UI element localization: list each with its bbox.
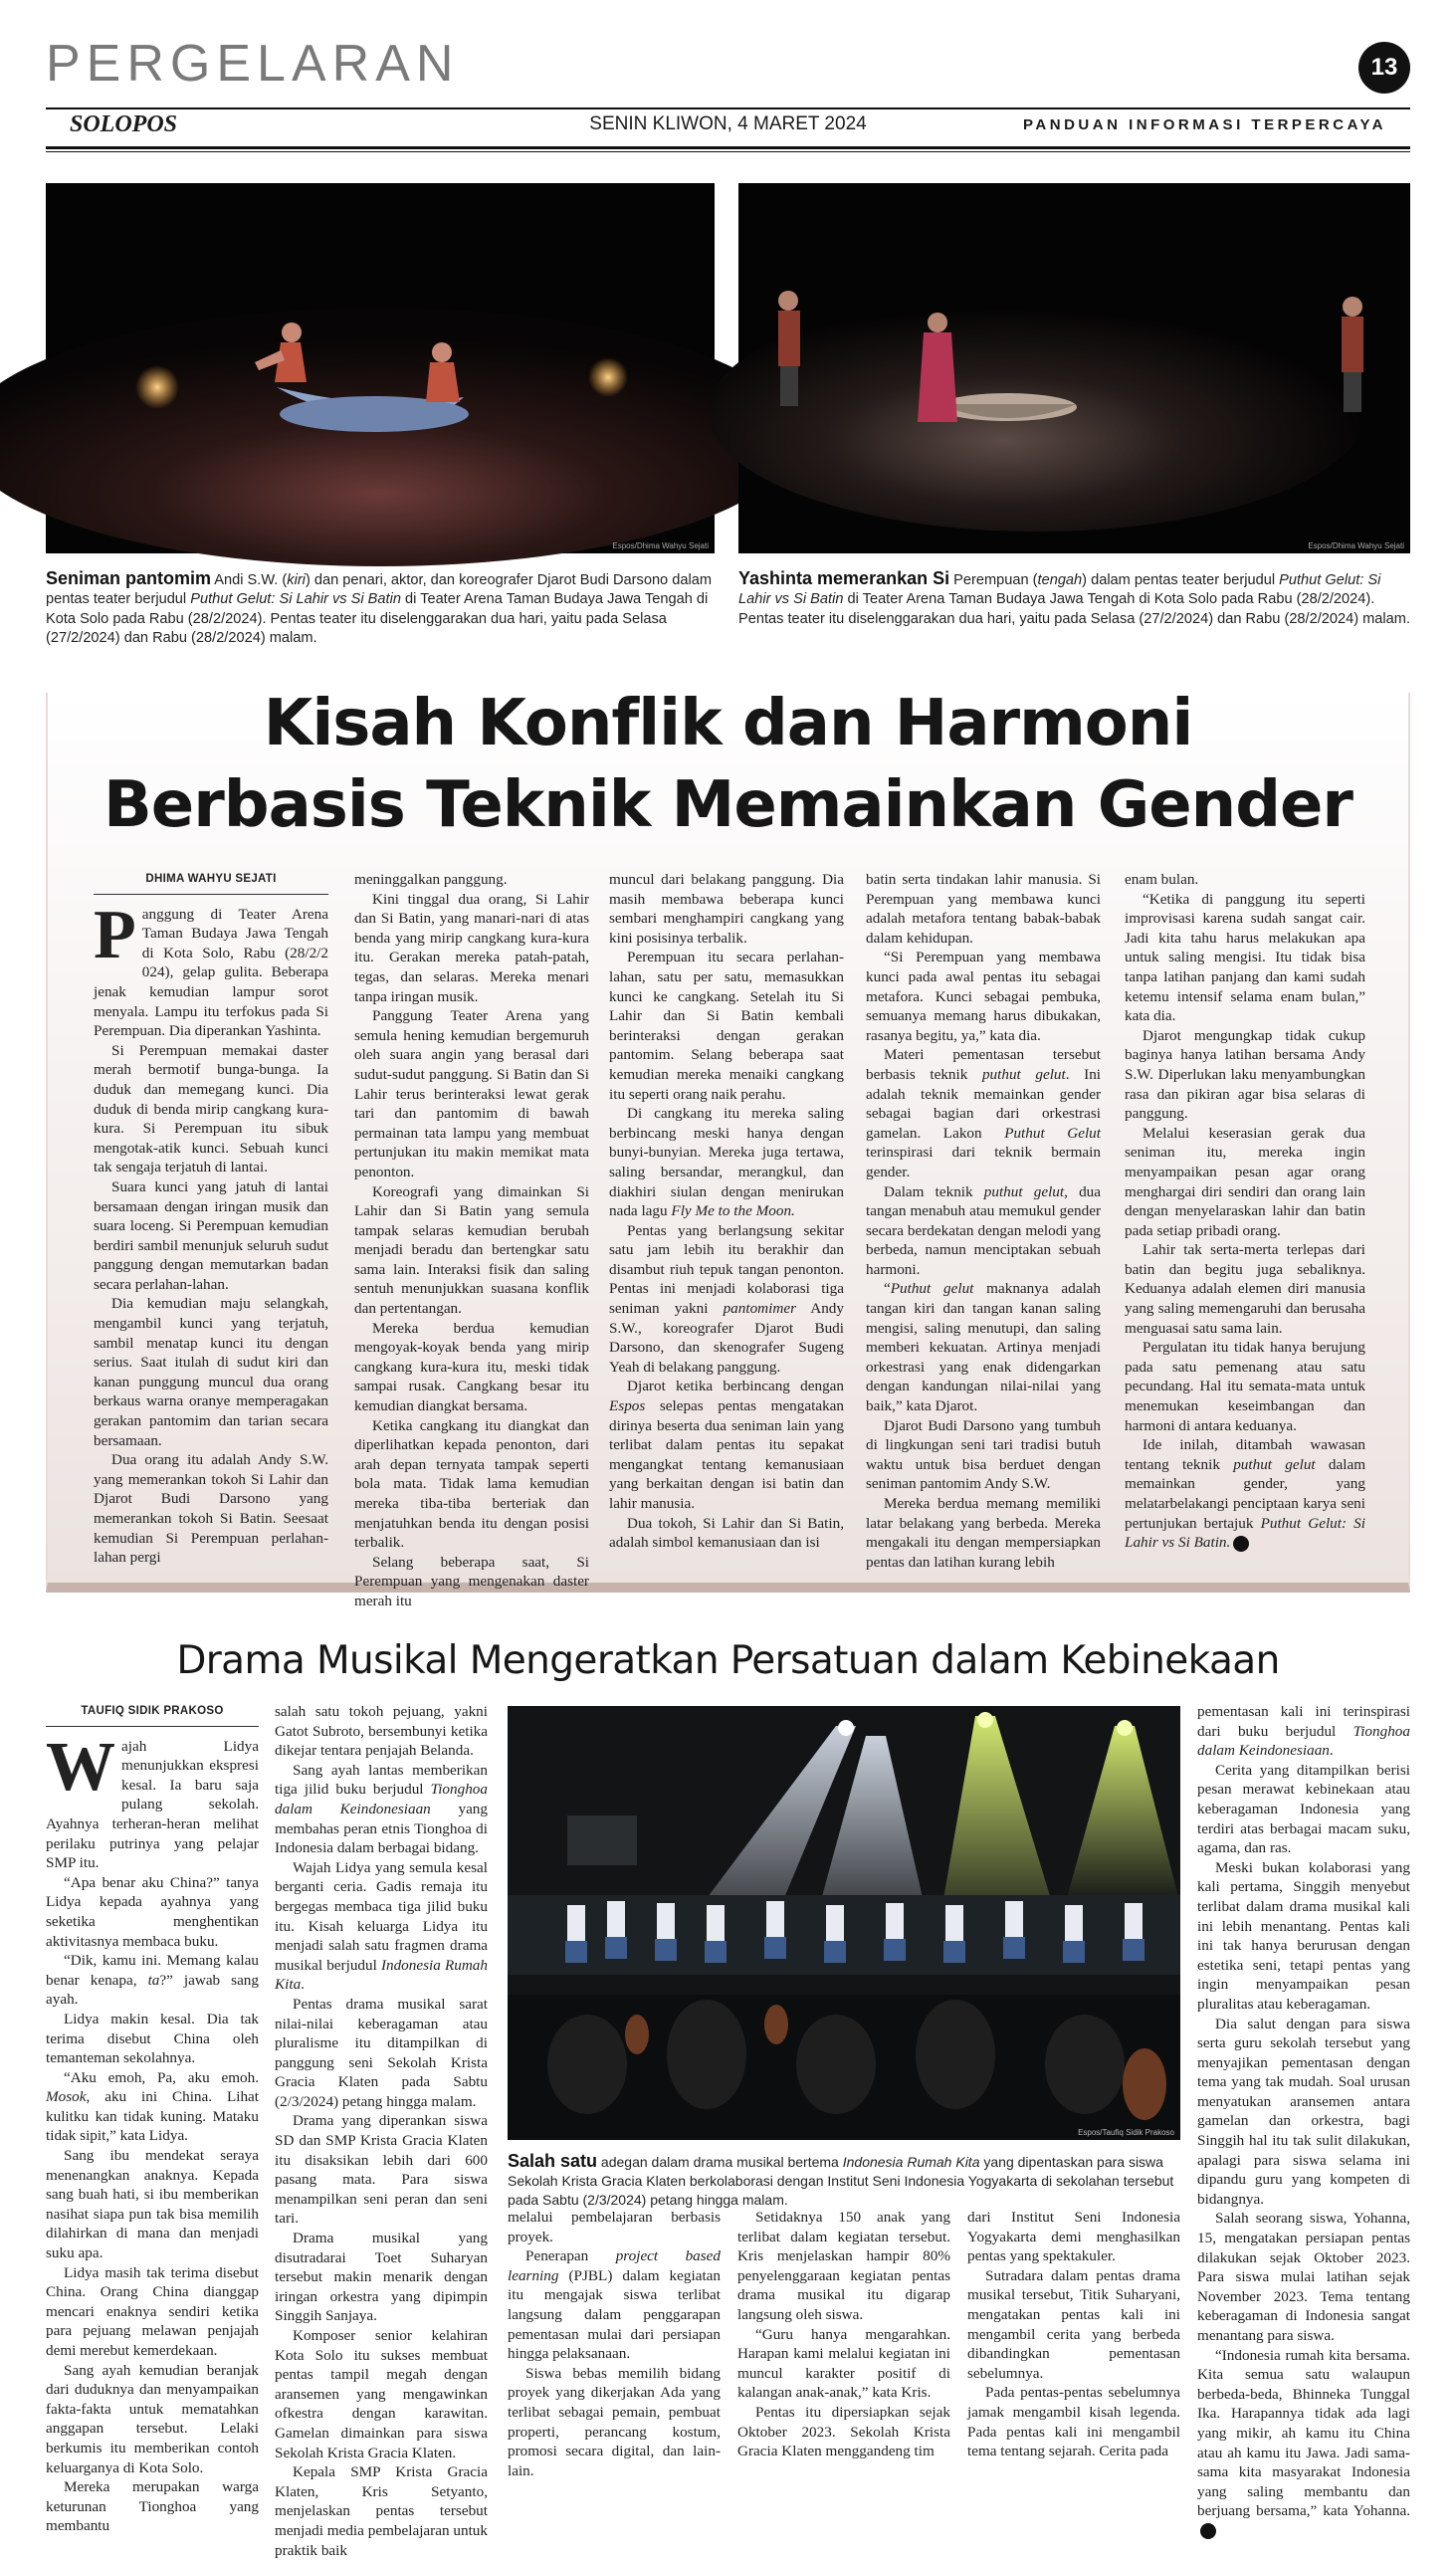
caption-text: kiri: [287, 572, 306, 588]
paragraph-text: puthut gelut: [983, 1182, 1065, 1200]
paragraph: Dua orang itu adalah Andy S.W. yang memerankan tokoh Si Lahir dan Djarot Budi Darsono yang memerankan tokoh Si Batin. Seesaat kemudian Si Perempuan perlahan-lahan pergi: [94, 1451, 328, 1567]
paragraph: Sutradara dalam pentas drama musikal tersebut, Titik Suharyani, mengatakan pentas kali ini mengambil cerita yang berbeda dibandingkan pementasan sebelumnya.: [967, 2266, 1180, 2382]
paragraph: Salah seorang siswa, Yohanna, 15, mengatakan persiapan pentas dilakukan sejak Oktober 2023. Para siswa mulai latihan sejak November 2023. Tema tentang keberagaman di Indonesia sangat menantang para siswa.: [1197, 2210, 1410, 2344]
end-of-story-icon: [1200, 2523, 1216, 2539]
story2-column-2: [275, 1702, 488, 2560]
end-of-story-icon: [1233, 1536, 1249, 1552]
story1-column-1: [94, 870, 328, 1568]
paragraph-text: .: [1329, 1742, 1334, 1760]
paragraph: Dua tokoh, Si Lahir dan Si Batin, adalah simbol kemanusiaan dan isi: [609, 1514, 844, 1552]
paragraph-text: Fly Me to the Moon.: [671, 1202, 795, 1220]
caption-text: ) dalam pentas teater berjudul: [1082, 572, 1280, 588]
story2-column-4: [737, 2208, 950, 2461]
paragraph-text: ta: [147, 1971, 160, 1989]
paragraph: batin serta tindakan lahir manusia. Si Perempuan yang membawa kunci adalah metafora tentang babak-babak dalam kehidupan.: [866, 871, 1101, 947]
paragraph: Sang ayah kemudian beranjak dari duduknya dan menyampaikan fakta-fakta untuk mematahkan anggapan tersebut. Lelaki berkumis itu memberikan contoh keluarganya di Kota Solo.: [46, 2361, 259, 2476]
paragraph-text: Puthut gelut: [890, 1280, 974, 1298]
photo-yashinta-stage: [738, 183, 1410, 553]
caption-text: Indonesia Rumah Kita: [842, 2154, 980, 2170]
paragraph: “Apa benar aku China?” tanya Lidya kepada ayahnya yang seketika menghentikan aktivitasnya membaca buku.: [46, 1873, 259, 1950]
paragraph: Koreografi yang dimainkan Si Lahir dan Si Batin yang semula tampak selaras kemudian berubah menjadi beradu dan bertengkar satu sama lain. Interaksi fisik dan saling sentuh menunjukkan suasana konflik dan pertentangan.: [354, 1182, 589, 1318]
caption-text: di Teater Arena Taman Budaya Jawa Tengah di Kota Solo pada Rabu (28/2/2024). Pentas teater itu diselenggarakan dua hari, yaitu pada Selasa (27/2/2024) dan Rabu (28/2/2024) malam.: [46, 591, 709, 647]
photo-caption: [738, 569, 1410, 629]
paragraph: Mereka berdua memang memiliki latar belakang yang berbeda. Mereka mengakali itu dengan mempersiapkan pentas dan latihan kurang lebih: [866, 1495, 1101, 1571]
paragraph: Djarot mengungkap tidak cukup baginya hanya latihan bersama Andy S.W. Diperlukan laku menyambungkan rasa dan pikiran agar bisa selaras di panggung.: [1125, 1026, 1365, 1123]
paragraph: ajah Lidya menunjukkan ekspresi kesal. Ia baru saja pulang sekolah. Ayahnya terheran-heran melihat perilaku putrinya yang pelajar SMP itu.: [46, 1737, 259, 1872]
paragraph-text: Espos: [609, 1397, 646, 1415]
caption-text: Perempuan (: [949, 572, 1038, 588]
paragraph-text: puthut gelut: [1233, 1455, 1316, 1473]
paragraph: enam bulan.: [1125, 871, 1199, 888]
dateline: SENIN KLIWON, 4 MARET 2024: [589, 113, 867, 134]
caption-lead: Salah satu: [508, 2151, 598, 2171]
caption-text: adegan dalam drama musikal bertema: [597, 2154, 843, 2170]
paragraph: Pentas drama musikal sarat nilai-nilai keberagaman atau pluralisme itu ditampilkan di panggung seni Sekolah Krista Gracia Klaten pada Sabtu (2/3/2024) petang hingga malam.: [275, 1995, 488, 2110]
paragraph-text: ?” jawab sang ayah.: [46, 1971, 259, 2009]
paragraph: dari Institut Seni Indonesia Yogyakarta demi menghasilkan pentas yang spektakuler.: [967, 2209, 1180, 2265]
paragraph-text: Tionghoa dalam Keindonesiaan: [275, 1781, 488, 1817]
page-number-badge: 13: [1358, 42, 1410, 94]
paragraph-text: Sang ayah lantas memberikan tiga jilid buku berjudul: [275, 1761, 488, 1799]
photo-credit: Espos/Dhima Wahyu Sejati: [1308, 541, 1404, 550]
paragraph: “Si Perempuan yang membawa kunci pada awal pentas itu sebagai metafora. Kunci sebagai pembuka, semuanya memang harus dibukakan, rasanya begitu, ya,” kata dia.: [866, 949, 1101, 1044]
paragraph: Si Perempuan memakai daster merah bermotif bunga-bunga. Ia duduk dan memegang kunci. Dia duduk di benda mirip cangkang kura-kura. Si Perempuan itu sibuk mengotak-atik kunci. Sebuah kunci tak sengaja terjatuh di lantai.: [94, 1041, 328, 1176]
paragraph-text: pementasan kali ini terinspirasi dari buku berjudul: [1197, 1703, 1410, 1740]
paragraph-text: Penerapan: [525, 2247, 616, 2265]
paragraph: Djarot Budi Darsono yang tumbuh di lingkungan seni tari tradisi butuh waktu untuk bisa berduet dengan seniman pantomim Andy S.W.: [866, 1416, 1101, 1493]
headline-line: Berbasis Teknik Memainkan Gender: [104, 768, 1352, 842]
paragraph: Suara kunci yang jatuh di lantai bersamaan dengan iringan musik dan suara loceng. Si Perempuan kemudian berdiri sambil menunjuk seluruh sudut panggung dengan memutarkan badan secara perlahan-lahan.: [94, 1177, 328, 1293]
paragraph: Dia kemudian maju selangkah, mengambil kunci yang terjatuh, sambil menatap kunci itu dengan serius. Saat itulah di sudut kiri dan kanan punggung muncul dua orang berkaus warna oranye memperagakan gerakan pantomim dan tarian secara bersamaan.: [94, 1295, 328, 1449]
paragraph: Sang ibu mendekat seraya menenangkan anaknya. Kepada sang buah hati, si ibu memberikan nasihat siapa pun tak bisa memilih dilahirkan di mana dan menjadi suku apa.: [46, 2147, 259, 2262]
paragraph-text: terinspirasi dari teknik bermain gender.: [866, 1144, 1101, 1180]
paragraph-text: Indonesia Rumah Kita: [275, 1956, 488, 1994]
photo-caption: [46, 569, 718, 649]
story1-column-4: [866, 870, 1101, 1572]
story2-headline: Drama Musikal Mengeratkan Persatuan dalam Kebinekaan: [176, 1638, 1280, 1683]
paragraph-text: maknanya adalah tangan kiri dan tangan kanan saling mengisi, saling menutupi, dan saling memberi kekuatan. Artinya menjadi orkestrasi yang enak didengarkan dengan kandungan nilai-nilai yang baik,” kata Djarot.: [866, 1280, 1101, 1415]
paragraph: Drama musikal yang disutradarai Toet Suharyan tersebut makin menarik dengan iringan orkestra yang dipimpin Singgih Sanjaya.: [275, 2230, 488, 2325]
paragraph-text: Dalam teknik: [884, 1182, 984, 1200]
dropcap: P: [94, 896, 136, 973]
paragraph: Pergulatan itu tidak hanya berujung pada satu pemenang atau satu pecundang. Hal itu semata-mata untuk menemukan keseimbangan dan harmoni di antara keduanya.: [1125, 1339, 1365, 1434]
paragraph: Panggung Teater Arena yang semula hening kemudian bergemuruh oleh suara angin yang berasal dari sudut-sudut panggung. Si Batin dan Si Lahir terus berinteraksi lewat gerak tari dan pantomim di bawah permainan tata lampu yang membuat pertunjukan itu makin memikat mata penonton.: [354, 1007, 589, 1180]
paragraph: Setidaknya 150 anak yang terlibat dalam kegiatan tersebut. Kris menjelaskan hampir 80% penyelenggaraan kegiatan pentas drama musikal itu digarap langsung oleh siswa.: [737, 2209, 950, 2323]
caption-text: Andi S.W. (: [211, 572, 288, 588]
paragraph-text: Djarot ketika berbincang dengan: [627, 1378, 844, 1395]
paragraph-text: (PJBL) dalam kegiatan itu mengajak siswa terlibat langsung dalam penggarapan pementasan mulai dari persiapan hingga pelaksanaan.: [508, 2266, 721, 2363]
headline-line: Kisah Konflik dan Harmoni: [263, 687, 1193, 760]
paragraph: Selang beberapa saat, Si Perempuan yang mengenakan daster merah itu: [354, 1553, 589, 1609]
caption-text: ) dan penari, aktor, dan koreografer Djarot Budi Darsono dalam pentas teater berjudul: [46, 572, 712, 608]
paragraph: Pentas itu dipersiapkan sejak Oktober 2023. Sekolah Krista Gracia Klaten menggandeng tim: [737, 2403, 950, 2460]
paragraph-text: pantomimer: [723, 1300, 796, 1318]
brand-logo: SOLOPOS: [70, 111, 178, 137]
story-headline: [0, 683, 1456, 846]
paragraph: Lahir tak serta-merta terlepas dari batin dan begitu juga sebaliknya. Keduanya adalah elemen diri manusia yang saling memengaruhi dan berusaha menguasai satu sama lain.: [1125, 1241, 1365, 1337]
masthead-rule: [46, 107, 1410, 109]
paragraph: Mereka merupakan warga keturunan Tionghoa yang membantu: [46, 2478, 259, 2535]
paragraph: Lidya makin kesal. Dia tak terima disebut China oleh temanteman sekolahnya.: [46, 2010, 259, 2067]
paragraph: Siswa bebas memilih bidang proyek yang dikerjakan Ada yang terlibat sebagai pemain, pembuat properti, perancang kostum, promosi secara digital, dan lain-lain.: [508, 2364, 721, 2479]
story2-column-5: [967, 2208, 1180, 2461]
paragraph-text: yang membahas peran etnis Tionghoa di Indonesia dalam berbagai bidang.: [275, 1800, 488, 1857]
paragraph-text: dalam memainkan gender, yang melatarbelakangi penciptaan karya seni pertunjukan bertajuk: [1125, 1455, 1366, 1532]
byline: TAUFIQ SIDIK PRAKOSO: [46, 1702, 259, 1727]
paragraph: Drama yang diperankan siswa SD dan SMP Krista Gracia Klaten itu disaksikan lebih dari 600 pasang mata. Para siswa menampilkan seni peran dan seni tari.: [275, 2112, 488, 2228]
caption-text: Puthut Gelut: Si Lahir vs Si Batin: [190, 591, 401, 608]
paragraph: Cerita yang ditampilkan berisi pesan merawat kebinekaan atau keberagaman Indonesia yang terdiri atas berbagai macam suku, agama, dan ras.: [1197, 1761, 1410, 1857]
paragraph-text: “Aku emoh, Pa, aku emoh.: [64, 2068, 259, 2086]
story1-column-2: [354, 870, 589, 1611]
story2-column-3: [508, 2208, 721, 2480]
paragraph-text: Materi pementasan tersebut berbasis teknik: [866, 1046, 1101, 1083]
photo-musical-drama: [508, 1706, 1180, 2140]
paragraph-text: “: [884, 1280, 891, 1298]
paragraph-text: project based learning: [508, 2247, 722, 2284]
paragraph: melalui pembelajaran berbasis proyek.: [508, 2209, 721, 2245]
section-title: PERGELARAN: [46, 35, 460, 93]
paragraph-text: Wajah Lidya yang semula kesal berganti ceria. Gadis remaja itu bergegas membaca tiga jilid buku itu. Kisah keluarga Lidya itu menjadi salah satu fragmen drama musikal berjudul: [275, 1858, 488, 1974]
paragraph-text: “Indonesia rumah kita bersama. Kita semua satu walaupun berbeda-beda, Bhinneka Tunggal Ika. Harapannya tidak ada lagi yang mikir, ah kamu itu China atau ah kamu itu Jawa. Jadi sama-sama kita masyarakat Indonesia yang saling membantu dan berjuang bersama,” kata Yohanna.: [1197, 2346, 1410, 2520]
paragraph: meninggalkan panggung.: [354, 871, 508, 888]
paragraph-text: selepas pentas mengatakan dirinya beserta dua seniman lain yang terlibat dalam pentas itu sepakat mengangkat tentang kemanusiaan yang berkaitan dengan isi batin dan lahir manusia.: [609, 1397, 844, 1512]
paragraph: Ketika cangkang itu diangkat dan diperlihatkan kepada penonton, dari arah depan ternyata tampak seperti bola mata. Tidak lama kemudian mereka tiba-tiba berteriak dan menjatuhkan benda itu dengan posisi terbalik.: [354, 1416, 589, 1552]
paragraph: salah satu tokoh pejuang, yakni Gatot Subroto, bersembunyi ketika dikejar tentara penjajah Belanda.: [275, 1703, 488, 1760]
photo-pantomime-duo: [46, 183, 715, 553]
paragraph: anggung di Teater Arena Taman Budaya Jawa Tengah di Kota Solo, Rabu (28/2/2 024), gelap gulita. Beberapa jenak kemudian lampur sorot menyala. Lampu itu terfokus pada Si Perempuan. Dia diperankan Yashinta.: [94, 905, 328, 1040]
tagline: PANDUAN INFORMASI TERPERCAYA: [1023, 116, 1386, 133]
paragraph-text: Puthut Gelut: Si Lahir vs Si Batin.: [1125, 1514, 1365, 1552]
paragraph: “Ketika di panggung itu seperti improvisasi karena sudah sangat cair. Jadi kita tahu harus melakukan apa untuk saling mengisi. Itu tidak bisa tanpa latihan panjang dan kami sudah ketemu intensif selama enam bulan,” kata dia.: [1125, 890, 1365, 1025]
paragraph: Komposer senior kelahiran Kota Solo itu sukses membuat pentas tampil megah dengan aransemen yang mengawinkan ofkestra dengan karawitan. Gamelan dimainkan para siswa Sekolah Krista Gracia Klaten.: [275, 2327, 488, 2461]
paragraph-text: Pentas yang berlangsung sekitar satu jam lebih itu berakhir dan disambut riuh tepuk tangan penonton. Pentas ini menjadi kolaborasi tiga seniman yakni: [609, 1221, 844, 1318]
caption-text: yang dipentaskan para siswa Sekolah Krista Gracia Klaten berkolaborasi dengan Institut Seni Indonesia Yogyakarta di sekolahan tersebut pada Sabtu (2/3/2024) petang hingga malam.: [508, 2154, 1174, 2208]
story2-column-6: [1197, 1702, 1410, 2541]
photo-credit: Espos/Taufiq Sidik Prakoso: [1078, 2128, 1174, 2137]
paragraph-text: , dua tangan menabuh atau memukul gender secara berdekatan dengan melodi yang berbeda, namun menciptakan sebuah harmoni.: [866, 1182, 1101, 1278]
paragraph-text: . Ini adalah teknik memainkan gender sebagai bagian dari orkestrasi gamelan. Lakon: [866, 1065, 1102, 1142]
paragraph-text: puthut gelut: [981, 1065, 1066, 1083]
paragraph: Dia salut dengan para siswa serta guru sekolah tersebut yang menyajikan pementasan dengan tema yang tak mudah. Soal urusan menyatukan aransemen antara gamelan dan orkestra, bagi Singgih hal itu tak sulit dilakukan, apalagi para siswa selama ini dipandu guru yang kompeten di bidangnya.: [1197, 2015, 1410, 2208]
dropcap: W: [46, 1728, 115, 1806]
byline: DHIMA WAHYU SEJATI: [94, 870, 328, 895]
paragraph: Kepala SMP Krista Gracia Klaten, Kris Setyanto, menjelaskan pentas tersebut menjadi media pembelajaran untuk praktik baik: [275, 2463, 488, 2559]
paragraph-text: , aku ini China. Lihat kulitku kan tidak kuning. Mataku tidak sipit,” kata Lidya.: [46, 2088, 259, 2145]
paragraph-text: Ide inilah, ditambah wawasan tentang teknik: [1125, 1436, 1365, 1473]
story1-column-5: [1125, 870, 1365, 1553]
paragraph-text: Di cangkang itu mereka saling berbincang meski hanya dengan bunyi-bunyian. Mereka juga tertawa, saling bersandar, merangkul, dan diakhiri siulan dengan menirukan nada lagu: [609, 1105, 844, 1220]
paragraph: Melalui keserasian gerak dua seniman itu, mereka ingin menyampaikan pesan agar orang menghargai diri sendiri dan orang lain dengan menyelaraskan lahir dan batin pada setiap pribadi orang.: [1125, 1124, 1365, 1239]
caption-lead: Seniman pantomim: [46, 568, 212, 588]
story2-column-1: [46, 1702, 259, 2536]
caption-lead: Yashinta memerankan Si: [738, 568, 950, 588]
masthead-double-rule: [46, 146, 1410, 152]
paragraph: Lidya masih tak terima disebut China. Orang China dianggap mencari enaknya sendiri ketika para pejuang melawan penjajah demi merebut kemerdekaan.: [46, 2263, 259, 2359]
paragraph-text: Puthut Gelut: [1004, 1124, 1101, 1142]
paragraph-text: Andy S.W., koreografer Djarot Budi Darsono, dan skenografer Sugeng Yeah di belakang panggung.: [609, 1300, 844, 1376]
photo-caption: [508, 2152, 1180, 2210]
paragraph: “Guru hanya mengarahkan. Harapan kami melalui kegiatan ini muncul karakter positif di kalangan anak-anak,” kata Kris.: [737, 2325, 950, 2402]
paragraph: Mereka berdua kemudian mengoyak-koyak benda yang mirip cangkang kura-kura itu, meski tidak sampai rusak. Cangkang besar itu kemudian diangkat bersama.: [354, 1319, 589, 1415]
paragraph-text: Tionghoa dalam Keindonesiaan: [1197, 1722, 1410, 1760]
caption-text: di Teater Arena Taman Budaya Jawa Tengah di Kota Solo pada Rabu (28/2/2024). Pentas teater itu diselenggarakan dua hari, yaitu pada Selasa (27/2/2024) dan Rabu (28/2/2024) malam.: [738, 591, 1410, 627]
story1-column-3: [609, 870, 844, 1553]
paragraph: Kini tinggal dua orang, Si Lahir dan Si Batin, yang manari-nari di atas benda yang mirip cangkang kura-kura itu. Gerakan mereka patah-patah, tegas, dan selaras. Mereka menari tanpa iringan musik.: [354, 890, 589, 1005]
paragraph-text: Mosok: [46, 2088, 87, 2106]
caption-text: tengah: [1037, 572, 1083, 588]
paragraph: Meski bukan kolaborasi yang kali pertama, Singgih menyebut terlibat dalam drama musikal kali ini lebih menantang. Pentas kali ini tak hanya berurusan dengan estetika seni, tetapi pentas yang ingin menyampaikan pesan pluralitas atau keberagaman.: [1197, 1858, 1410, 2013]
paragraph-text: .: [301, 1976, 305, 1994]
paragraph: Pada pentas-pentas sebelumnya jamak mengambil kisah legenda. Pada pentas kali ini mengambil tema tentang sejarah. Cerita pada: [967, 2384, 1180, 2460]
paragraph: muncul dari belakang panggung. Dia masih membawa beberapa kunci sembari menghampiri cangkang yang kini posisinya terbalik.: [609, 871, 844, 947]
photo-credit: Espos/Dhima Wahyu Sejati: [612, 541, 709, 550]
caption-text: Puthut Gelut: Si Lahir vs Si Batin: [738, 572, 1381, 608]
paragraph: Perempuan itu secara perlahan-lahan, satu per satu, memasukkan kunci ke cangkang. Setelah itu Si Lahir dan Si Batin kembali berinteraksi dengan gerakan pantomim. Selang beberapa saat kemudian mereka menaiki cangkang itu seperti orang naik perahu.: [609, 949, 844, 1103]
paragraph-text: “Dik, kamu ini. Memang kalau benar kenapa,: [46, 1952, 259, 1989]
